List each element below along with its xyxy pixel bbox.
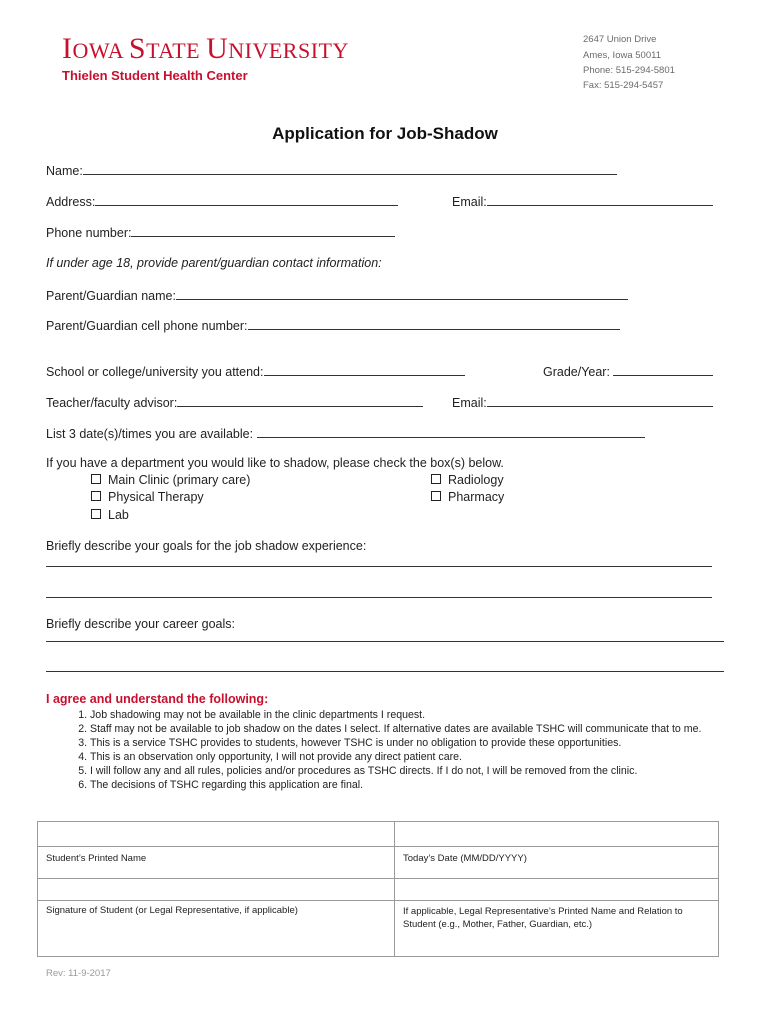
phone-label: Phone number:	[46, 226, 132, 240]
checkbox-pharmacy[interactable]: Pharmacy	[431, 489, 504, 505]
advisor-email-label: Email:	[452, 396, 487, 410]
address-fax: Fax: 515-294-5457	[583, 80, 664, 91]
checkbox-icon[interactable]	[91, 474, 101, 484]
representative-input-cell[interactable]	[395, 879, 719, 901]
address-phone: Phone: 515-294-5801	[583, 65, 675, 76]
agreement-list	[46, 708, 770, 792]
dates-label: List 3 date(s)/times you are available:	[46, 427, 254, 441]
checkbox-icon[interactable]	[91, 491, 101, 501]
agreement-item: 6. The decisions of TSHC regarding this application are final.	[90, 778, 770, 792]
email-label: Email:	[452, 195, 487, 209]
address-label: Address:	[46, 195, 96, 209]
student-name-input-cell[interactable]	[38, 822, 395, 847]
career-goals-line-1[interactable]	[46, 641, 724, 642]
student-name-label: Student’s Printed Name	[38, 847, 395, 879]
school-field[interactable]	[46, 363, 465, 380]
health-center-name: Thielen Student Health Center	[62, 68, 248, 83]
advisor-label: Teacher/faculty advisor:	[46, 396, 178, 410]
checkbox-icon[interactable]	[431, 474, 441, 484]
address-city: Ames, Iowa 50011	[583, 50, 661, 61]
career-goals-prompt: Briefly describe your career goals:	[46, 617, 235, 631]
checkbox-main-clinic[interactable]: Main Clinic (primary care)	[91, 472, 250, 488]
address-field[interactable]	[46, 193, 398, 210]
guardian-phone-label: Parent/Guardian cell phone number:	[46, 319, 248, 333]
guardian-name-label: Parent/Guardian name:	[46, 289, 176, 303]
agreement-item: 4. This is an observation only opportunity, I will not provide any direct patient care.	[90, 750, 770, 764]
grade-label: Grade/Year:	[543, 365, 610, 379]
advisor-email-field[interactable]	[452, 394, 713, 411]
date-input-cell[interactable]	[395, 822, 719, 847]
signature-input-cell[interactable]	[38, 879, 395, 901]
guardian-phone-field[interactable]	[46, 317, 620, 334]
name-label: Name:	[46, 164, 83, 178]
checkbox-icon[interactable]	[431, 491, 441, 501]
agreement-item: 1. Job shadowing may not be available in the clinic departments I request.	[90, 708, 770, 722]
email-field[interactable]	[452, 193, 713, 210]
page-title: Application for Job-Shadow	[272, 124, 498, 143]
advisor-field[interactable]	[46, 394, 423, 411]
department-prompt: If you have a department you would like to shadow, please check the box(s) below.	[46, 456, 504, 470]
signature-label: Signature of Student (or Legal Representative, if applicable)	[38, 901, 395, 957]
shadow-goals-line-1[interactable]	[46, 566, 712, 567]
checkbox-radiology[interactable]: Radiology	[431, 472, 504, 488]
name-field[interactable]	[46, 162, 617, 179]
phone-field[interactable]	[46, 224, 395, 241]
dates-field[interactable]	[46, 425, 645, 442]
minor-note: If under age 18, provide parent/guardian contact information:	[46, 256, 382, 270]
agreement-item: 2. Staff may not be available to job shadow on the dates I select. If alternative dates are available TSHC will communicate that to me.	[90, 722, 770, 736]
checkbox-icon[interactable]	[91, 509, 101, 519]
agreement-item: 3. This is a service TSHC provides to students, however TSHC is under no obligation to provide these opportunities.	[90, 736, 770, 750]
checkbox-physical-therapy[interactable]: Physical Therapy	[91, 489, 204, 505]
shadow-goals-line-2[interactable]	[46, 597, 712, 598]
guardian-name-field[interactable]	[46, 287, 628, 304]
university-logo: IOWA STATE UNIVERSITY	[62, 32, 349, 65]
grade-field[interactable]	[543, 363, 713, 380]
date-label: Today’s Date (MM/DD/YYYY)	[395, 847, 719, 879]
school-label: School or college/university you attend:	[46, 365, 264, 379]
address-street: 2647 Union Drive	[583, 34, 657, 45]
representative-label: If applicable, Legal Representative’s Printed Name and Relation to Student (e.g., Mother, Father, Guardian, etc.)	[395, 901, 719, 957]
career-goals-line-2[interactable]	[46, 671, 724, 672]
revision-date: Rev: 11-9-2017	[46, 968, 111, 979]
agreement-heading: I agree and understand the following:	[46, 692, 269, 706]
signature-table	[37, 821, 719, 957]
shadow-goals-prompt: Briefly describe your goals for the job shadow experience:	[46, 539, 367, 553]
agreement-item: 5. I will follow any and all rules, policies and/or procedures as TSHC directs. If I do not, I will be removed from the clinic.	[90, 764, 770, 778]
checkbox-lab[interactable]: Lab	[91, 507, 129, 523]
